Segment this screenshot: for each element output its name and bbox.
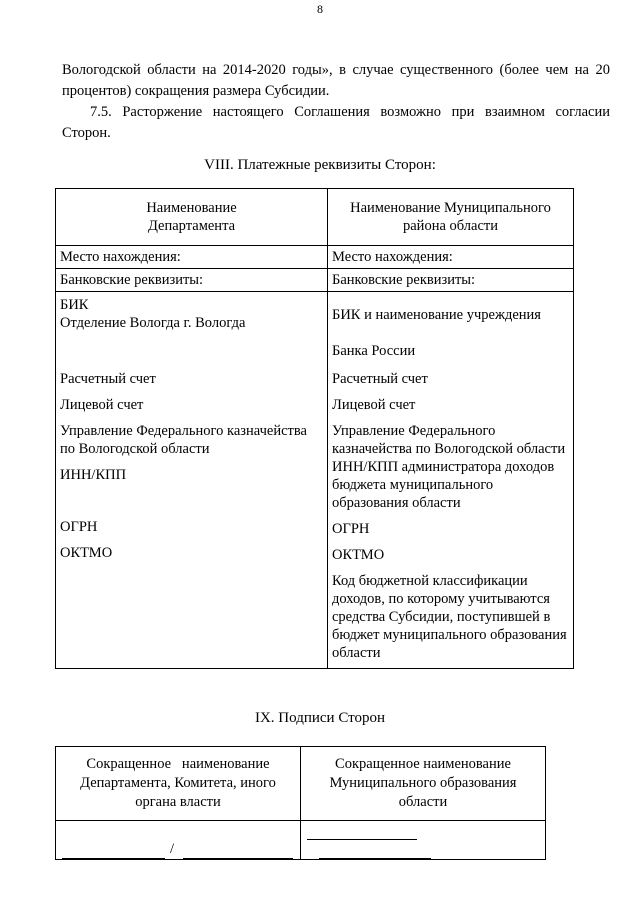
municipality-kbk: Код бюджетной классификации доходов, по которому учитываются средства Субсидии, поступившей в бюджет муниципального образования области	[332, 573, 567, 661]
signatures-header-row	[56, 747, 546, 821]
municipality-signature-cell	[301, 821, 546, 860]
municipality-name-line	[319, 844, 431, 859]
department-signature-cell	[56, 821, 301, 860]
location-row	[56, 246, 574, 269]
municipality-personal-account: Лицевой счет	[332, 397, 416, 413]
department-details	[56, 292, 328, 669]
department-signature-line	[62, 844, 165, 859]
municipality-bank: Банковские реквизиты:	[328, 269, 574, 292]
department-name-line	[183, 844, 293, 859]
department-ogrn: ОГРН	[60, 519, 98, 535]
municipality-location: Место нахождения:	[328, 246, 574, 269]
department-inn: ИНН/КПП	[60, 467, 127, 483]
municipality-account: Расчетный счет	[332, 371, 428, 387]
table-header-row	[56, 189, 574, 246]
department-account: Расчетный счет	[60, 371, 156, 387]
municipality-oktmo: ОКТМО	[332, 547, 385, 563]
municipality-bik: БИК и наименование учреждения	[332, 307, 541, 323]
paragraph-subsidy-reduction: Вологодской области на 2014-2020 годы», в случае существенного (более чем на 20 процентов) сокращения размера Субсидии.	[62, 62, 610, 99]
municipality-bank-of-russia: Банка России	[332, 343, 416, 359]
page-number: 8	[317, 2, 323, 16]
signature-lines-row	[56, 821, 546, 860]
signatures-table	[55, 746, 546, 860]
municipality-signature-line	[307, 825, 417, 840]
municipality-signature-header: Сокращенное наименование Муниципального образования области	[301, 747, 546, 821]
details-row	[56, 292, 574, 669]
section-8-title: VIII. Платежные реквизиты Сторон:	[204, 157, 436, 173]
bank-row	[56, 269, 574, 292]
signature-slash: /	[169, 841, 175, 857]
department-header: Наименование Департамента	[56, 189, 328, 246]
municipality-ogrn: ОГРН	[332, 521, 370, 537]
department-signature-header: Сокращенное наименование Департамента, Комитета, иного органа власти	[56, 747, 301, 821]
department-treasury: Управление Федерального казначейства по Вологодской области	[60, 423, 307, 457]
municipality-treasury: Управление Федерального казначейства по Вологодской области	[332, 423, 566, 457]
department-bank: Банковские реквизиты:	[56, 269, 328, 292]
department-bik: БИК	[60, 297, 89, 313]
payment-details-table	[55, 188, 574, 669]
department-branch: Отделение Вологда г. Вологда	[60, 315, 246, 331]
municipality-inn: ИНН/КПП администратора доходов бюджета муниципального образования области	[332, 459, 555, 511]
municipality-header: Наименование Муниципального района области	[328, 189, 574, 246]
municipality-details	[328, 292, 574, 669]
paragraph-termination: 7.5. Расторжение настоящего Соглашения возможно при взаимном согласии Сторон.	[62, 104, 610, 141]
department-personal-account: Лицевой счет	[60, 397, 144, 413]
department-location: Место нахождения:	[56, 246, 328, 269]
section-9-title: IX. Подписи Сторон	[254, 710, 386, 726]
department-oktmo: ОКТМО	[60, 545, 113, 561]
